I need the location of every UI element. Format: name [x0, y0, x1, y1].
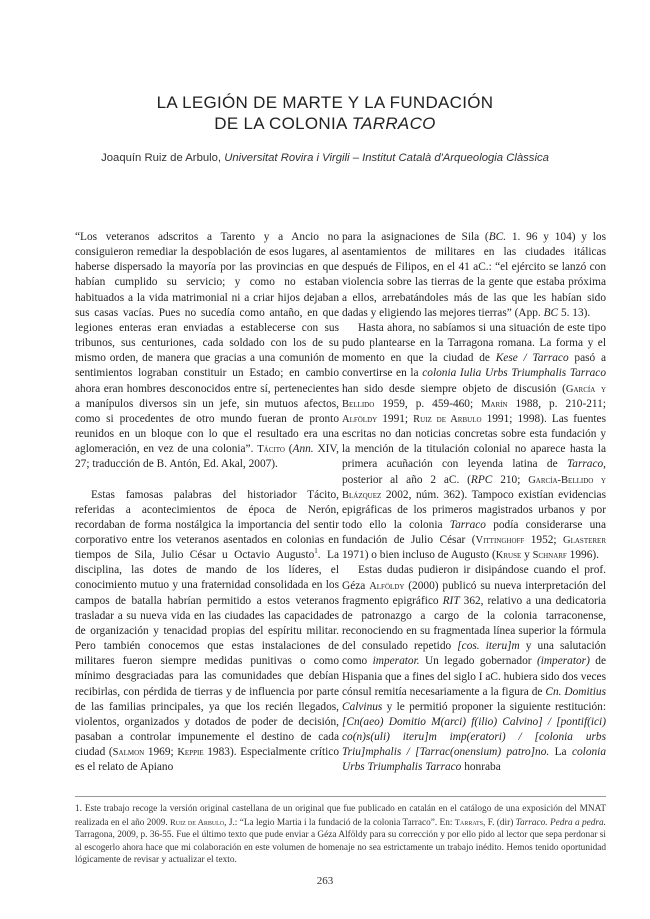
- title-italic-word: TARRACO: [351, 114, 436, 133]
- body-paragraph: Estas dudas pudieron ir disipándose cuando el prof. Géza Alföldy (2000) publicó su nueva interpretación del fragmento epigráfico RIT 362, relativo a una dedicatoria de patronazgo a cargo de la colonia tarraconense, reconociendo en su fragmentada línea superior la fórmula del consulado repetido [cos. iteru]m y una salutación como imperator. Un legado gobernador (imperator) de Hispania que a fines del siglo I aC. hubiera sido dos veces cónsul remitía necesariamente a la figura de Cn. Domitius Calvinus y le permitió proponer la siguiente restitución: [Cn(aeo) Domitio M(arci) f(ilio) Calvino] / [pontif(ici) co(n)s(uli) iteru]m imp(eratori) / [colonia urbs Triu]mphalis / [Tarrac(onensium) patro]no. La colonia Urbs Triumphalis Tarraco honraba: [342, 564, 607, 774]
- author-affiliation: Universitat Rovira i Virgili – Institut Català d'Arqueologia Clàssica: [224, 152, 549, 164]
- left-column: [75, 230, 339, 775]
- body-paragraph: Hasta ahora, no sabíamos si una situación de este tipo pudo plantearse en la Tarragona romana. La forma y el momento en que la ciudad de Kese / Tarraco pasó a convertirse en la colonia Iulia Urbs Triumphalis Tarraco han sido desde siempre objeto de discusión (García y Bellido 1959, p. 459-460; Marín 1988, p. 210-211; Alföldy 1991; Ruiz de Arbulo 1991; 1998). Las fuentes escritas no dan noticias concretas sobre esta fundación y la mención de la titulación colonial no aparece hasta la primera acuñación con leyenda latina de Tarraco, posterior al año 2 aC. (RPC 210; García-Bellido y Blázquez 2002, núm. 362). Tampoco existían evidencias epigráficas de los primeros magistrados urbanos y por todo ello la colonia Tarraco podía considerarse una fundación de Julio César (Vittinghoff 1952; Glasterer 1971) o bien incluso de Augusto (Kruse y Schnarf 1996).: [342, 321, 607, 562]
- body-paragraph: Estas famosas palabras del historiador Tácito, referidas a acontecimientos de época de Nerón, recordaban de forma nostálgica la importancia del sentir corporativo entre los veteranos asentados en colonias en tiempos de Sila, Julio César u Octavio Augusto$^1$. La disciplina, las dotes de mando de los líderes, el conocimiento mutuo y una fraternidad consolidada en los campos de batalla habrían permitido a estos veteranos trasladar a su nueva vida en las ciudades las capacidades de organización y tenacidad propias del espíritu militar. Pero también conocemos que estas instalaciones de militares fueron siempre medidas punitivas o como mínimo desgraciadas para las comunidades que debían recibirlas, con pérdida de tierras y de influencia por parte de las familias principales, ya que los recién llegados, violentos, organizados y dotados de poder de decisión, pasaban a controlar impunemente el destino de cada ciudad (Salmon 1969; Keppie 1983). Especialmente crítico es el relato de Apiano: [75, 488, 339, 774]
- article-title: [0, 92, 650, 134]
- page-number: 263: [316, 875, 334, 887]
- footnote-ref[interactable]: 1: [314, 547, 318, 556]
- right-column: [342, 230, 606, 776]
- author-name: Joaquín Ruiz de Arbulo,: [101, 152, 225, 164]
- author-line: [0, 152, 650, 164]
- title-line-1: LA LEGIÓN DE MARTE Y LA FUNDACIÓN: [156, 93, 494, 112]
- title-line-2: DE LA COLONIA TARRACO: [214, 114, 436, 133]
- footnote-divider: [75, 796, 606, 797]
- footnote: 1. Este trabajo recoge la versión original castellana de un original que fue publicado en catalán en el catálogo de una exposición del MNAT realizada en el año 2009. Ruiz de Arbulo, J.: “La legio Martia i la fundació de la colonia Tarraco”. En: Tarrats, F. (dir) Tarraco. Pedra a pedra. Tarragona, 2009, p. 36-55. Fue el último texto que pude enviar a Géza Alföldy para su corrección y por ello pido al lector que sepa perdonar si al escogerlo ahora hace que mi colaboración en este volumen de homenaje no sea estrictamente un trabajo inédito. Hemos tenido oportunidad lógicamente de revisar y actualizar el texto.: [75, 804, 606, 866]
- body-paragraph: para la asignaciones de Sila (BC. 1. 96 y 104) y los asentamientos de militares en las ciudades itálicas después de Filipos, en el 41 aC.: “el ejército se lanzó con violencia sobre las tierras de la gente que estaba próxima a ellos, arrebatándoles más de las que les habían sido dadas y eligiendo las mejores tierras” (App. BC 5. 13).: [342, 231, 606, 319]
- epigraph-quote: “Los veteranos adscritos a Tarento y a Ancio no consiguieron remediar la despoblación de esos lugares, al haberse dispersado la mayoría por las provincias en que habían cumplido su servicio; y como no estaban habituados a la vida matrimonial ni a criar hijos dejaban sus casas vacías. Pues no sucedía como antaño, en que legiones enteras eran enviadas a establecerse con sus tribunos, sus centuriones, cada soldado con los de su mismo orden, de manera que gracias a una comunión de sentimientos lograban constituir un Estado; en cambio ahora eran hombres desconocidos entre sí, pertenecientes a manípulos diversos sin un jefe, sin mutuos afectos, como si procedentes de otro mundo fueran de pronto reunidos en un bloque con lo que el resultado era una aglomeración, en vez de una colonia”. Tácito (Ann. XIV, 27; traducción de B. Antón, Ed. Akal, 2007).: [75, 231, 339, 471]
